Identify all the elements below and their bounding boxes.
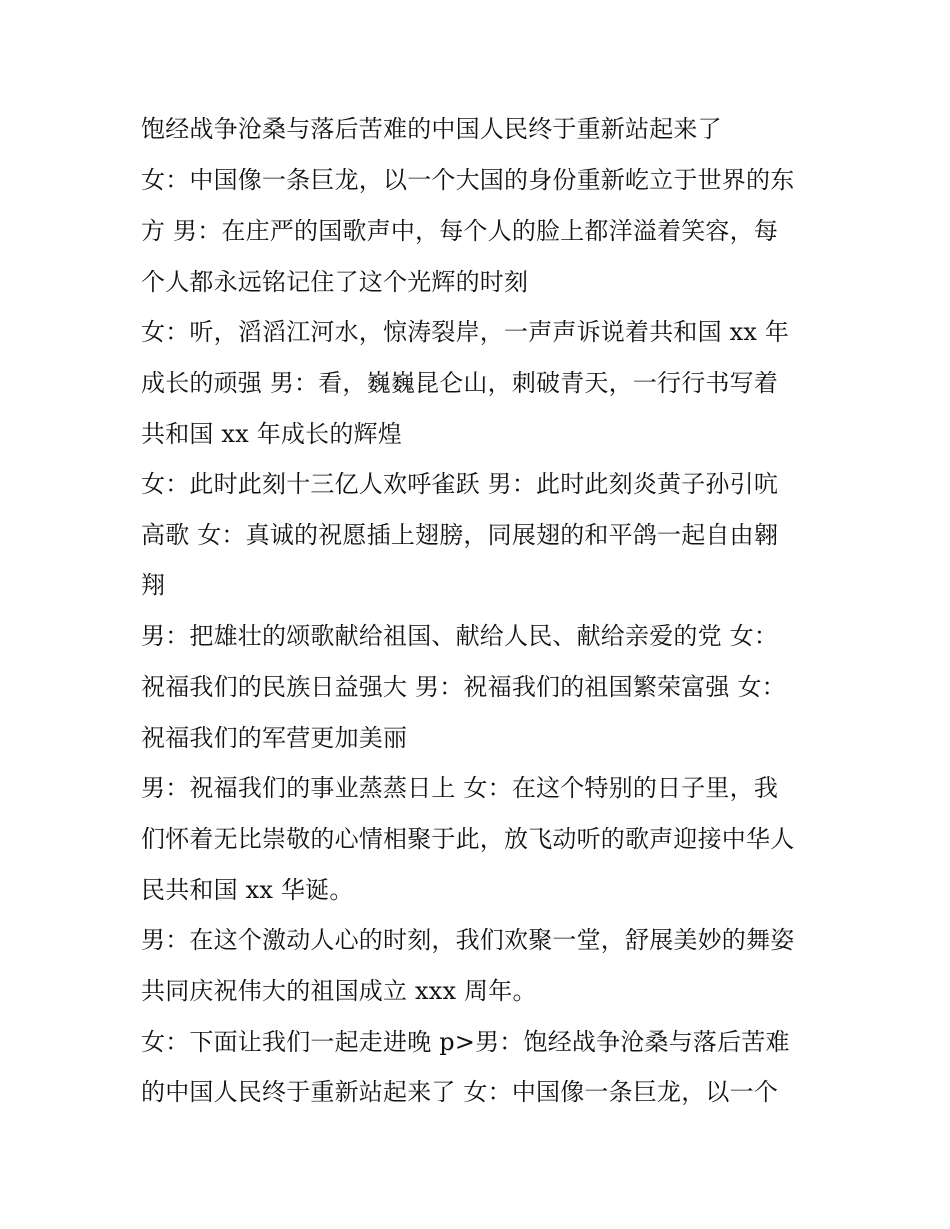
text-line-15: 们怀着无比崇敬的心情相聚于此，放飞动听的歌声迎接中华人: [141, 825, 795, 853]
text-line-11: 男：把雄壮的颂歌献给祖国、献给人民、献给亲爱的党 女：: [141, 622, 779, 650]
text-line-13: 祝福我们的军营更加美丽: [141, 724, 408, 752]
text-line-6: 成长的顽强 男：看，巍巍昆仑山，刺破青天，一行行书写着: [141, 369, 779, 397]
text-line-8: 女：此时此刻十三亿人欢呼雀跃 男：此时此刻炎黄子孙引吭: [141, 470, 779, 498]
text-line-5: 女：听，滔滔江河水，惊涛裂岸，一声声诉说着共和国 xx 年: [141, 318, 790, 346]
text-line-19: 女：下面让我们一起走进晚 p>男：饱经战争沧桑与落后苦难: [141, 1028, 790, 1056]
text-line-10: 翔: [141, 571, 166, 599]
text-line-14: 男：祝福我们的事业蒸蒸日上 女：在这个特别的日子里，我: [141, 774, 779, 802]
text-line-20: 的中国人民终于重新站起来了 女：中国像一条巨龙，以一个: [141, 1078, 779, 1106]
text-line-2: 女：中国像一条巨龙，以一个大国的身份重新屹立于世界的东: [141, 166, 795, 194]
text-line-12: 祝福我们的民族日益强大 男：祝福我们的祖国繁荣富强 女：: [141, 673, 786, 701]
text-line-7: 共和国 xx 年成长的辉煌: [141, 420, 402, 448]
text-line-16: 民共和国 xx 华诞。: [141, 876, 354, 904]
text-line-4: 个人都永远铭记住了这个光辉的时刻: [141, 268, 529, 296]
text-line-17: 男：在这个激动人心的时刻，我们欢聚一堂，舒展美妙的舞姿: [141, 926, 795, 954]
text-line-18: 共同庆祝伟大的祖国成立 xxx 周年。: [141, 977, 537, 1005]
text-line-3: 方 男：在庄严的国歌声中，每个人的脸上都洋溢着笑容，每: [141, 217, 779, 245]
text-line-1: 饱经战争沧桑与落后苦难的中国人民终于重新站起来了: [141, 115, 722, 143]
text-line-9: 高歌 女：真诚的祝愿插上翅膀，同展翅的和平鸽一起自由翱: [141, 521, 779, 549]
